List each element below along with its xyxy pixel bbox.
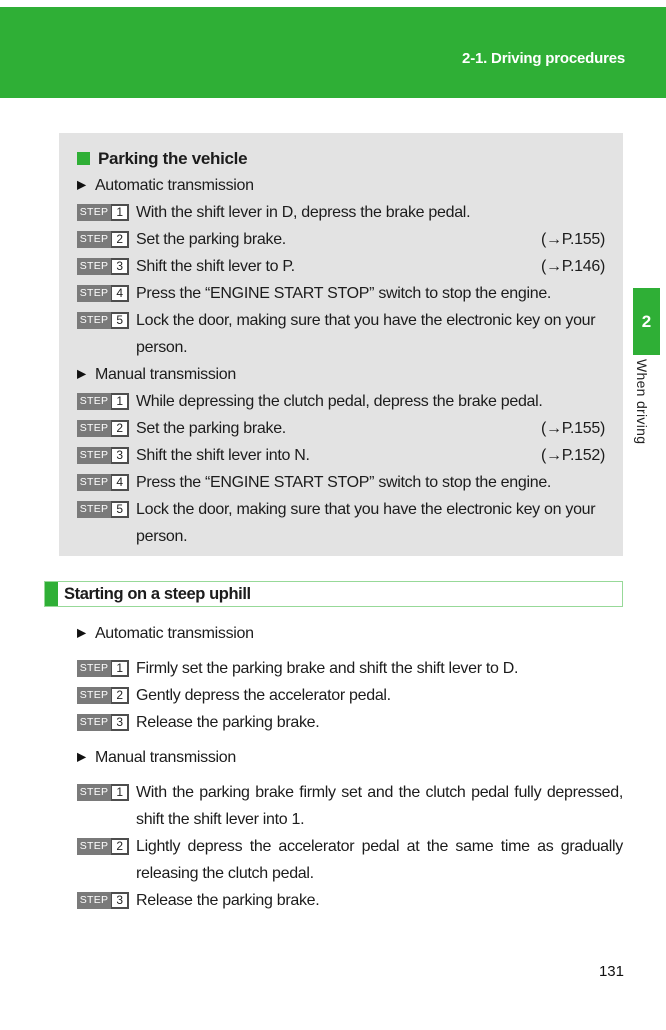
uphill-section-title: Starting on a steep uphill bbox=[64, 584, 251, 603]
transmission-label: Manual transmission bbox=[94, 366, 236, 383]
step-row bbox=[77, 307, 605, 361]
step-text: Press the “ENGINE START STOP” switch to stop the engine. bbox=[136, 285, 552, 302]
steps-list bbox=[77, 199, 605, 361]
step-page-reference: (→P.152) bbox=[540, 447, 605, 464]
step-badge-number: 2 bbox=[111, 838, 129, 855]
transmission-subsection bbox=[77, 361, 605, 550]
transmission-label-row bbox=[77, 361, 605, 388]
step-badge bbox=[77, 714, 129, 731]
step-text: Release the parking brake. bbox=[136, 892, 320, 909]
step-badge-number: 1 bbox=[111, 393, 129, 410]
step-text: With the shift lever in D, depress the brake pedal. bbox=[136, 204, 471, 221]
step-row bbox=[77, 682, 623, 709]
step-row bbox=[77, 415, 605, 442]
step-text: With the parking brake firmly set and the clutch pedal fully depressed, shift the shift lever into 1. bbox=[136, 784, 623, 828]
transmission-label: Automatic transmission bbox=[94, 625, 254, 642]
step-text: Release the parking brake. bbox=[136, 714, 320, 731]
step-badge-number: 4 bbox=[111, 474, 129, 491]
breadcrumb: 2-1. Driving procedures bbox=[462, 50, 625, 67]
steps-list bbox=[77, 388, 605, 550]
step-row bbox=[77, 496, 605, 550]
step-badge bbox=[77, 892, 129, 909]
chapter-tab bbox=[633, 288, 660, 355]
step-badge bbox=[77, 687, 129, 704]
step-badge-number: 3 bbox=[111, 258, 129, 275]
step-badge bbox=[77, 784, 129, 801]
step-text: While depressing the clutch pedal, depress the brake pedal. bbox=[136, 393, 543, 410]
transmission-label-row bbox=[77, 744, 623, 771]
heading-green-bar bbox=[45, 582, 58, 606]
step-text: Lock the door, making sure that you have the electronic key on your person. bbox=[136, 312, 596, 356]
step-page-reference: (→P.155) bbox=[540, 231, 605, 248]
step-badge-word: STEP bbox=[77, 204, 111, 221]
triangle-bullet-icon: ▶ bbox=[77, 625, 86, 640]
step-badge-word: STEP bbox=[77, 312, 111, 329]
parking-subsections bbox=[77, 172, 605, 550]
step-row bbox=[77, 388, 605, 415]
step-badge-word: STEP bbox=[77, 285, 111, 302]
step-badge-word: STEP bbox=[77, 231, 111, 248]
green-square-icon bbox=[77, 152, 90, 165]
transmission-label: Automatic transmission bbox=[94, 177, 254, 194]
step-row bbox=[77, 655, 623, 682]
step-badge bbox=[77, 285, 129, 302]
step-row bbox=[77, 887, 623, 914]
step-badge bbox=[77, 420, 129, 437]
step-badge bbox=[77, 312, 129, 329]
step-badge-word: STEP bbox=[77, 474, 111, 491]
step-badge-word: STEP bbox=[77, 420, 111, 437]
parking-box-title: Parking the vehicle bbox=[98, 149, 248, 168]
uphill-subsections bbox=[59, 620, 623, 914]
chapter-number: 2 bbox=[641, 311, 652, 331]
step-badge bbox=[77, 393, 129, 410]
triangle-bullet-icon: ▶ bbox=[77, 366, 86, 381]
step-text: Lock the door, making sure that you have the electronic key on your person. bbox=[136, 501, 596, 545]
step-row bbox=[77, 280, 605, 307]
uphill-section-heading bbox=[44, 581, 623, 607]
triangle-bullet-icon: ▶ bbox=[77, 749, 86, 764]
step-badge bbox=[77, 660, 129, 677]
step-badge bbox=[77, 231, 129, 248]
transmission-label: Manual transmission bbox=[94, 749, 236, 766]
step-badge-number: 2 bbox=[111, 420, 129, 437]
step-badge bbox=[77, 838, 129, 855]
steps-list bbox=[77, 779, 623, 914]
step-badge-word: STEP bbox=[77, 687, 111, 704]
step-row bbox=[77, 709, 623, 736]
step-text: Set the parking brake. bbox=[136, 231, 286, 248]
step-badge-number: 5 bbox=[111, 501, 129, 518]
step-badge-number: 1 bbox=[111, 204, 129, 221]
step-text: Shift the shift lever into N. bbox=[136, 447, 310, 464]
step-badge-number: 4 bbox=[111, 285, 129, 302]
step-text: Set the parking brake. bbox=[136, 420, 286, 437]
step-text: Shift the shift lever to P. bbox=[136, 258, 295, 275]
header-band bbox=[0, 7, 666, 98]
step-row bbox=[77, 833, 623, 887]
step-badge-number: 3 bbox=[111, 447, 129, 464]
step-badge-number: 3 bbox=[111, 892, 129, 909]
transmission-subsection bbox=[77, 744, 623, 914]
step-badge-word: STEP bbox=[77, 393, 111, 410]
step-text: Firmly set the parking brake and shift the shift lever to D. bbox=[136, 660, 519, 677]
step-badge-word: STEP bbox=[77, 784, 111, 801]
step-row bbox=[77, 779, 623, 833]
step-badge-word: STEP bbox=[77, 660, 111, 677]
step-badge bbox=[77, 447, 129, 464]
step-badge-number: 1 bbox=[111, 660, 129, 677]
step-badge-number: 2 bbox=[111, 687, 129, 704]
step-badge bbox=[77, 474, 129, 491]
step-row bbox=[77, 199, 605, 226]
transmission-label-row bbox=[77, 620, 623, 647]
transmission-subsection bbox=[77, 172, 605, 361]
page-number: 131 bbox=[598, 963, 624, 980]
step-row bbox=[77, 469, 605, 496]
step-text: Press the “ENGINE START STOP” switch to stop the engine. bbox=[136, 474, 552, 491]
step-page-reference: (→P.146) bbox=[540, 258, 605, 275]
step-row bbox=[77, 226, 605, 253]
step-text: Lightly depress the accelerator pedal at the same time as gradually releasing the clutch pedal. bbox=[136, 838, 623, 882]
chapter-label: When driving bbox=[634, 359, 650, 445]
parking-box-title-row bbox=[77, 145, 605, 172]
step-badge-word: STEP bbox=[77, 447, 111, 464]
step-badge-word: STEP bbox=[77, 892, 111, 909]
step-badge-number: 5 bbox=[111, 312, 129, 329]
step-badge-number: 1 bbox=[111, 784, 129, 801]
step-badge-number: 3 bbox=[111, 714, 129, 731]
triangle-bullet-icon: ▶ bbox=[77, 177, 86, 192]
step-badge-word: STEP bbox=[77, 258, 111, 275]
step-badge bbox=[77, 501, 129, 518]
step-badge-word: STEP bbox=[77, 838, 111, 855]
step-text: Gently depress the accelerator pedal. bbox=[136, 687, 391, 704]
steps-list bbox=[77, 655, 623, 736]
transmission-subsection bbox=[77, 620, 623, 736]
step-badge-word: STEP bbox=[77, 714, 111, 731]
step-badge bbox=[77, 258, 129, 275]
step-badge-word: STEP bbox=[77, 501, 111, 518]
parking-box bbox=[59, 133, 623, 556]
transmission-label-row bbox=[77, 172, 605, 199]
step-page-reference: (→P.155) bbox=[540, 420, 605, 437]
step-row bbox=[77, 253, 605, 280]
step-badge bbox=[77, 204, 129, 221]
step-badge-number: 2 bbox=[111, 231, 129, 248]
step-row bbox=[77, 442, 605, 469]
